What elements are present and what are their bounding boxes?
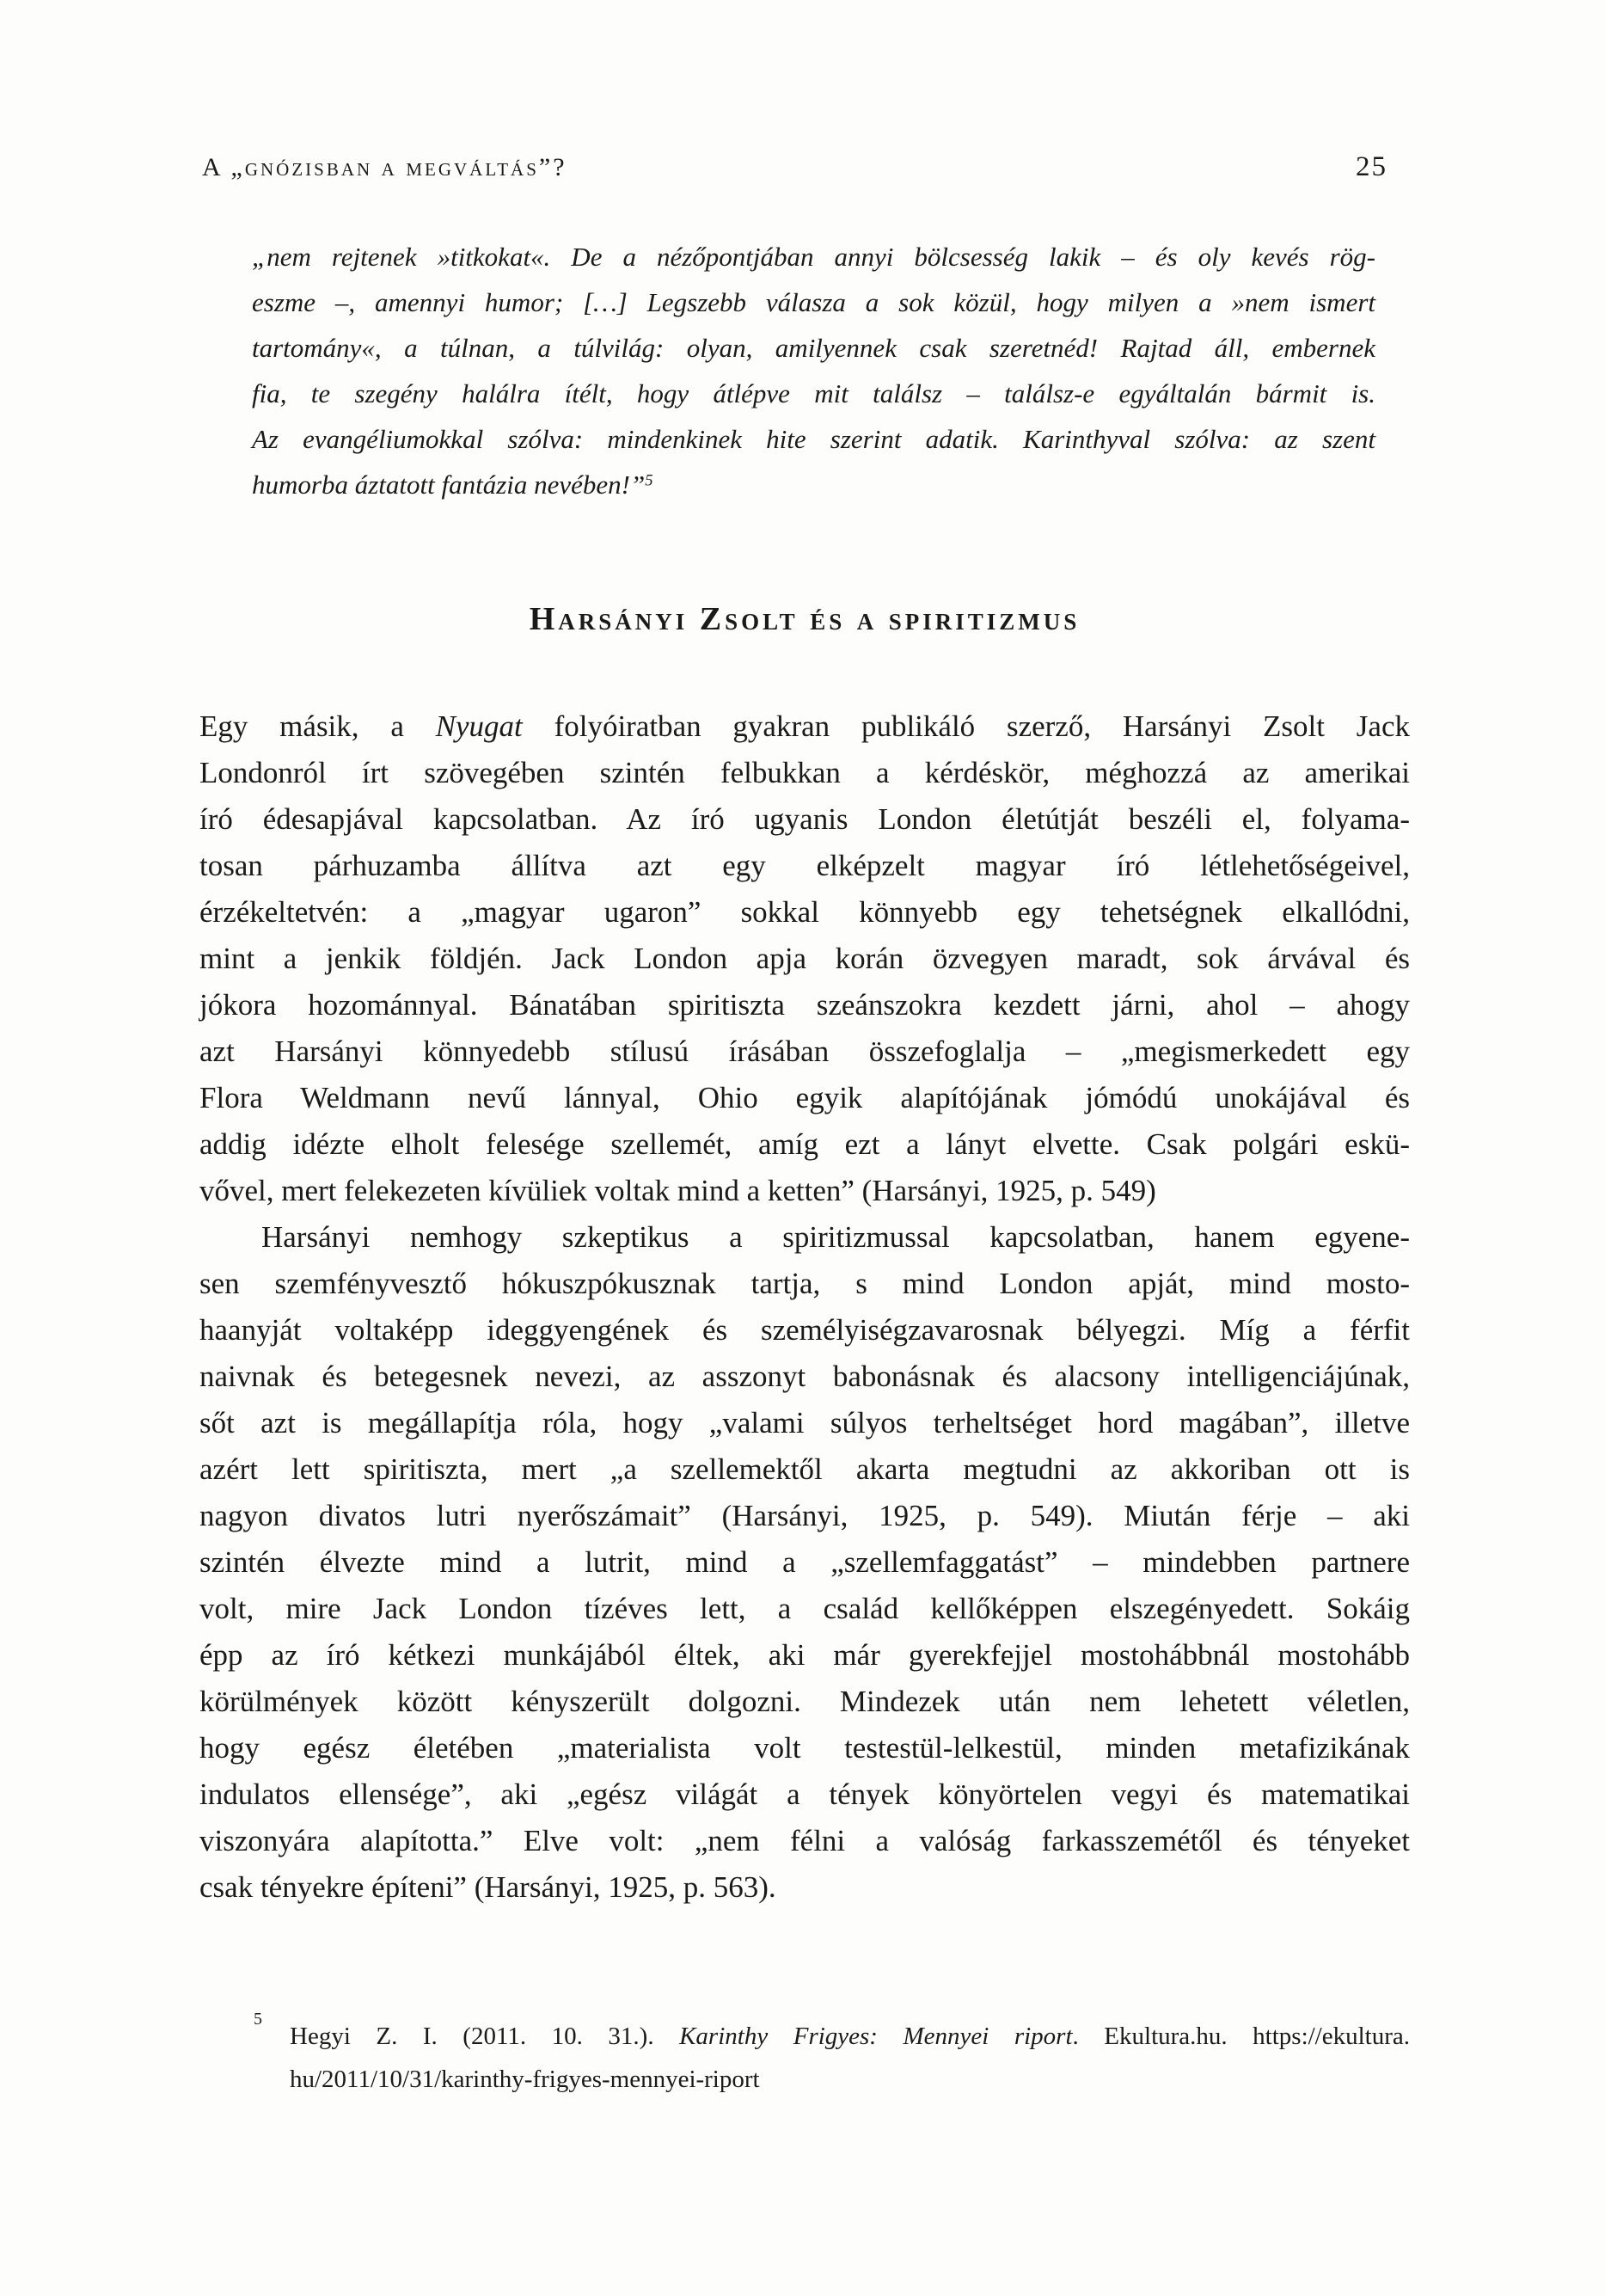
text-segment: nagyon divatos lutri nyerőszámait” (Harsányi, 1925, p. 549). Miután férje – aki	[199, 1499, 1410, 1532]
text-segment: azt Harsányi könnyedebb stílusú írásában összefoglalja – „megismerkedett egy	[199, 1034, 1410, 1068]
text-line	[199, 703, 1410, 750]
text-line	[199, 1586, 1410, 1632]
text-line	[199, 1261, 1410, 1307]
text-line	[199, 982, 1410, 1028]
paragraph-1	[199, 703, 1410, 1214]
text-line	[199, 1446, 1410, 1493]
text-line	[199, 1400, 1410, 1446]
text-segment: Flora Weldmann nevű lánnyal, Ohio egyik alapítójának jómódú unokájával és	[199, 1081, 1410, 1114]
text-segment: addig idézte elholt felesége szellemét, amíg ezt a lányt elvette. Csak polgári eskü-	[199, 1127, 1410, 1161]
text-line	[199, 796, 1410, 843]
text-segment: tartomány«, a túlnan, a túlvilág: olyan, amilyennek csak szeretnéd! Rajtad áll, embernek	[252, 333, 1375, 363]
text-line	[199, 1307, 1410, 1354]
text-line	[252, 234, 1375, 279]
text-segment: mint a jenkik földjén. Jack London apja korán özvegyen maradt, sok árvával és	[199, 942, 1410, 975]
text-line	[199, 1028, 1410, 1075]
text-segment: szintén élvezte mind a lutrit, mind a „szellemfaggatást” – mindebben partnere	[199, 1545, 1410, 1579]
text-segment: épp az író kétkezi munkájából éltek, aki már gyerekfejjel mostohábbnál mostohább	[199, 1638, 1410, 1672]
page-number: 25	[1356, 151, 1388, 182]
text-segment: Nyugat	[435, 709, 523, 743]
text-line	[290, 2015, 1410, 2058]
text-segment: Harsányi nemhogy szkeptikus a spiritizmussal kapcsolatban, hanem egyene-	[261, 1220, 1410, 1254]
running-header	[202, 151, 1409, 183]
text-segment: haanyját voltaképp ideggyengének és személyiségzavarosnak bélyegzi. Míg a férfit	[199, 1313, 1410, 1347]
footnote-reference: 5	[645, 471, 653, 490]
text-segment: Londonról írt szövegében szintén felbukkan a kérdéskör, méghozzá az amerikai	[199, 756, 1410, 789]
text-line	[199, 1075, 1410, 1121]
text-segment: humorba áztatott fantázia nevében!”	[252, 470, 646, 500]
text-line	[252, 279, 1375, 325]
text-segment: volt, mire Jack London tízéves lett, a család kellőképpen elszegényedett. Sokáig	[199, 1592, 1410, 1625]
text-line	[252, 462, 1375, 507]
text-segment: tosan párhuzamba állítva azt egy elképzelt magyar író létlehetőségeivel,	[199, 849, 1410, 882]
section-heading: Harsányi Zsolt és a spiritizmus	[529, 601, 1081, 637]
text-line	[199, 1121, 1410, 1168]
text-line	[199, 1818, 1410, 1864]
text-segment: csak tényekre építeni” (Harsányi, 1925, p. 563).	[199, 1870, 776, 1904]
text-segment: Egy másik, a	[199, 709, 436, 743]
text-segment: Karinthy Frigyes: Mennyei riport	[679, 2023, 1073, 2050]
text-segment: körülmények között kényszerült dolgozni. Mindezek után nem lehetett véletlen,	[199, 1685, 1410, 1718]
text-segment: sőt azt is megállapítja róla, hogy „valami súlyos terheltséget hord magában”, illetve	[199, 1406, 1410, 1440]
text-segment: jókora hozománnyal. Bánatában spiritiszta szeánszokra kezdett járni, ahol – ahogy	[199, 988, 1410, 1022]
footnote	[290, 2015, 1410, 2101]
text-segment: hogy egész életében „materialista volt testestül-lelkestül, minden metafizikának	[199, 1731, 1410, 1765]
text-line	[199, 1214, 1410, 1261]
text-segment: folyóiratban gyakran publikáló szerző, Harsányi Zsolt Jack	[522, 709, 1410, 743]
text-line	[199, 1539, 1410, 1586]
text-line	[199, 1725, 1410, 1771]
text-segment: író édesapjával kapcsolatban. Az író ugyanis London életútját beszéli el, folyama-	[199, 802, 1410, 836]
text-segment: „nem rejtenek »titkokat«. De a nézőpontjában annyi bölcsesség lakik – és oly kevés rög-	[252, 242, 1375, 272]
text-segment: Hegyi Z. I. (2011. 10. 31.).	[290, 2023, 680, 2050]
text-line	[252, 325, 1375, 371]
text-line	[252, 416, 1375, 462]
text-segment: eszme –, amennyi humor; […] Legszebb válasza a sok közül, hogy milyen a »nem ismert	[252, 287, 1375, 317]
text-line	[199, 750, 1410, 796]
text-segment: naivnak és betegesnek nevezi, az asszonyt babonásnak és alacsony intelligenciájúnak,	[199, 1360, 1410, 1393]
text-line	[199, 1679, 1410, 1725]
text-segment: érzékeltetvén: a „magyar ugaron” sokkal könnyebb egy tehetségnek elkallódni,	[199, 895, 1410, 929]
text-segment: fia, te szegény halálra ítélt, hogy átlépve mit találsz – találsz-e egyáltalán bármit is.	[252, 378, 1375, 408]
running-header-title: A „gnózisban a megváltás”?	[202, 153, 567, 181]
text-segment: indulatos ellensége”, aki „egész világát a tények könyörtelen vegyi és matematikai	[199, 1777, 1410, 1811]
text-segment: vővel, mert felekezeten kívüliek voltak mind a ketten” (Harsányi, 1925, p. 549)	[199, 1174, 1156, 1207]
text-line	[199, 1771, 1410, 1818]
text-line	[199, 1493, 1410, 1539]
text-segment: azért lett spiritiszta, mert „a szellemektől akarta megtudni az akkoriban ott is	[199, 1452, 1410, 1486]
footnote-marker: 5	[254, 2010, 262, 2029]
block-quote	[252, 234, 1375, 507]
text-line	[199, 1864, 1410, 1911]
text-line	[290, 2058, 1410, 2101]
text-line	[199, 889, 1410, 936]
paragraph-2	[199, 1214, 1410, 1911]
text-segment: sen szemfényvesztő hókuszpókusznak tartja, s mind London apját, mind mosto-	[199, 1267, 1410, 1300]
text-segment: Az evangéliumokkal szólva: mindenkinek hite szerint adatik. Karinthyval szólva: az szent	[252, 424, 1375, 454]
text-segment: . Ekultura.hu. https://ekultura.	[1072, 2023, 1411, 2050]
text-line	[199, 1168, 1410, 1214]
text-line	[199, 1632, 1410, 1679]
text-segment: viszonyára alapította.” Elve volt: „nem félni a valóság farkasszemétől és tényeket	[199, 1824, 1410, 1857]
text-line	[199, 1354, 1410, 1400]
text-line	[252, 371, 1375, 416]
text-segment: hu/2011/10/31/karinthy-frigyes-mennyei-riport	[290, 2066, 760, 2093]
text-line	[199, 936, 1410, 982]
text-line	[199, 843, 1410, 889]
